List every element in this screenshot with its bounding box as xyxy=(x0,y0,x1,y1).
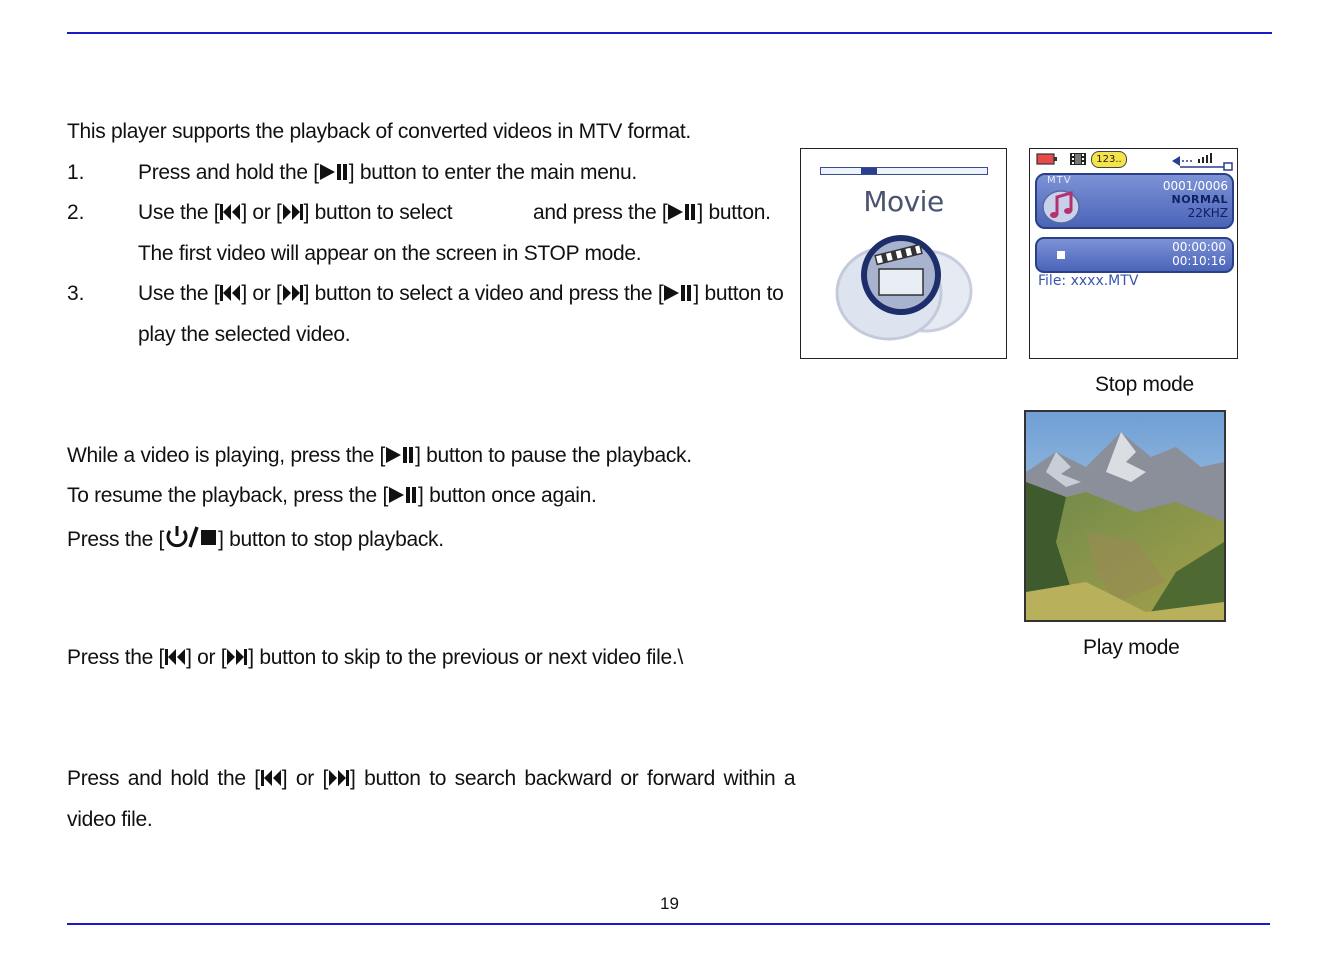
repeat-badge: 123.. xyxy=(1091,151,1127,168)
eq-mode: NORMAL xyxy=(1171,193,1228,206)
file-name: File: xxxx.MTV xyxy=(1038,273,1139,289)
next-icon xyxy=(282,284,304,302)
step-2-text-a: Use the [ ] or [ ] button to select xyxy=(138,201,453,224)
sample-rate: 22KHZ xyxy=(1187,206,1228,220)
menu-label: Movie xyxy=(863,185,944,218)
play-pause-icon xyxy=(319,163,349,181)
power-stop-icon xyxy=(164,525,218,549)
play-mode-screen xyxy=(1024,410,1226,622)
previous-icon xyxy=(164,648,186,666)
battery-icon xyxy=(1036,153,1058,165)
previous-icon xyxy=(219,203,241,221)
time-total: 00:10:16 xyxy=(1172,254,1226,268)
bottom-rule xyxy=(67,923,1270,925)
film-icon xyxy=(1069,152,1087,166)
play-mode-caption: Play mode xyxy=(1083,636,1180,659)
step-2-text-b: and press the [ ] button. xyxy=(533,201,771,224)
music-note-icon xyxy=(1041,185,1085,225)
skip-line: Press the [ ] or [ ] button to skip to the previous or next video file.\ xyxy=(67,646,683,669)
track-number: 0001/0006 xyxy=(1162,179,1228,193)
stop-mode-screen xyxy=(1029,148,1238,359)
landscape-video-frame xyxy=(1026,412,1224,620)
time-panel xyxy=(1035,237,1234,273)
play-pause-icon xyxy=(667,203,697,221)
previous-icon xyxy=(219,284,241,302)
menu-scroll-bar xyxy=(820,167,988,175)
step-3-number: 3. xyxy=(67,282,85,305)
pause-line-3: Press the [ ] button to stop playback. xyxy=(67,525,444,552)
play-pause-icon xyxy=(663,284,693,302)
pause-line-2: To resume the playback, press the [ ] button once again. xyxy=(67,484,597,507)
track-info-panel xyxy=(1035,173,1234,229)
top-rule xyxy=(67,32,1272,34)
step-3-line-2: play the selected video. xyxy=(138,323,351,346)
pause-line-1: While a video is playing, press the [ ] button to pause the playback. xyxy=(67,444,692,467)
step-2-line-2: The first video will appear on the screen in STOP mode. xyxy=(138,242,642,265)
previous-icon xyxy=(260,769,282,787)
movie-clapper-icon xyxy=(831,227,976,342)
step-2-number: 2. xyxy=(67,201,85,224)
menu-screen xyxy=(800,148,1007,359)
step-1-number: 1. xyxy=(67,161,85,184)
page-number: 19 xyxy=(660,894,679,913)
stop-state-icon xyxy=(1057,251,1065,259)
step-1-text: Press and hold the [ ] button to enter the main menu. xyxy=(138,161,637,184)
mode-tag: MTV xyxy=(1047,175,1072,186)
intro-text: This player supports the playback of converted videos in MTV format. xyxy=(67,120,691,143)
time-elapsed: 00:00:00 xyxy=(1172,240,1226,254)
play-pause-icon xyxy=(388,486,418,504)
play-pause-icon xyxy=(385,446,415,464)
search-line-2: video file. xyxy=(67,808,153,831)
stop-mode-caption: Stop mode xyxy=(1095,373,1194,396)
menu-scroll-thumb xyxy=(861,168,877,174)
search-line-1: Press and hold the [ ] or [ ] button to search backward or forward within a xyxy=(67,767,796,790)
next-icon xyxy=(328,769,350,787)
next-icon xyxy=(226,648,248,666)
next-icon xyxy=(282,203,304,221)
volume-icon xyxy=(1170,152,1234,172)
step-3-text: Use the [ ] or [ ] button to select a video and press the [ ] button to xyxy=(138,282,784,305)
